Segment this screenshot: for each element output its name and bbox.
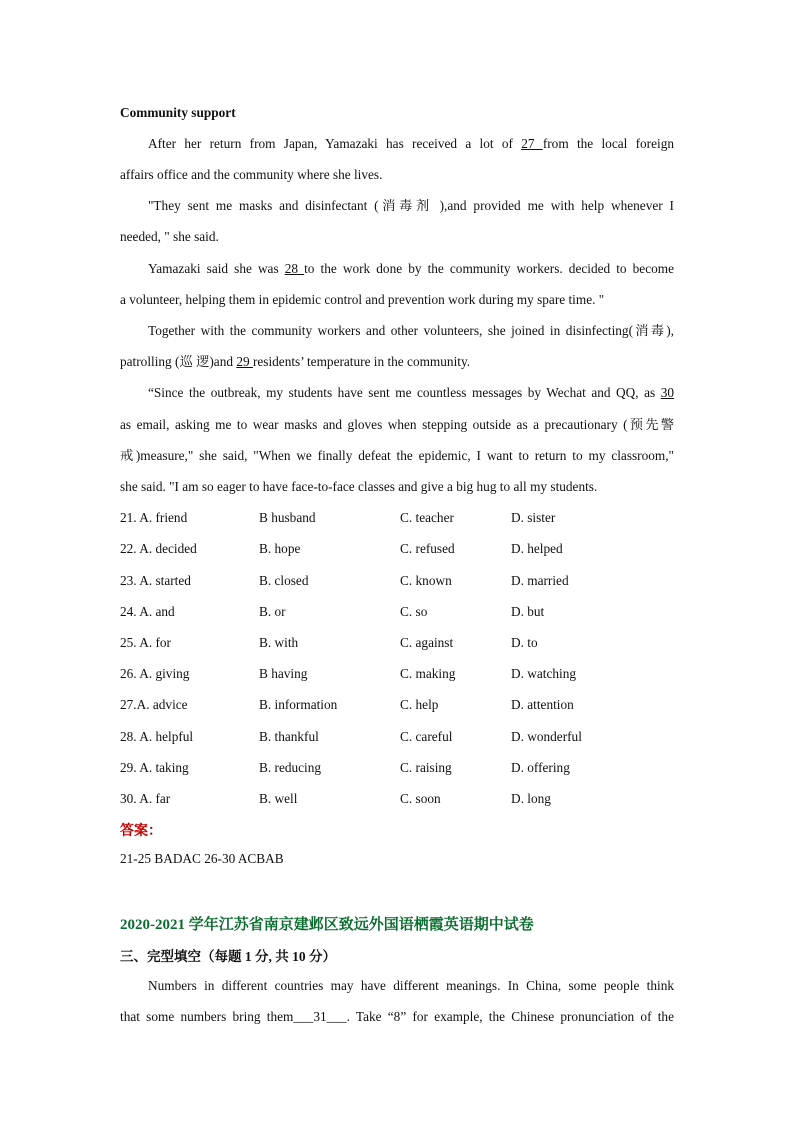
paragraph-line: After her return from Japan, Yamazaki has received a lot of 27 from the local foreign: [148, 136, 674, 151]
passage-heading: Community support: [120, 105, 236, 120]
question-row: [120, 728, 680, 745]
blank-30: 30: [660, 385, 674, 400]
option-a: 23. A. started: [120, 573, 191, 588]
paragraph-line: Together with the community workers and other volunteers, she joined in disinfecting(消毒),: [148, 323, 674, 338]
blank-29: 29: [236, 354, 253, 369]
paragraph-line: a volunteer, helping them in epidemic control and prevention work during my spare time. ": [120, 292, 605, 307]
answer-label: 答案：: [120, 824, 162, 839]
paragraph-line: 戒)measure," she said, "When we finally defeat the epidemic, I want to return to my classroom,": [120, 448, 674, 463]
paragraph-line: Yamazaki said she was 28 to the work done by the community workers. decided to become: [148, 261, 674, 276]
blank-28: 28: [284, 261, 305, 276]
option-d: D. attention: [511, 697, 574, 712]
option-c: C. soon: [400, 791, 441, 806]
option-c: C. teacher: [400, 510, 454, 525]
option-a: 26. A. giving: [120, 666, 190, 681]
question-row: [120, 665, 680, 682]
option-b: B. with: [259, 635, 299, 650]
option-d: D. offering: [511, 760, 570, 775]
option-d: D. married: [511, 573, 569, 588]
paragraph-line: "They sent me masks and disinfectant (消毒剂 ),and provided me with help whenever I: [148, 198, 674, 213]
option-c: C. careful: [400, 729, 453, 744]
section-heading: 三、完型填空（每题 1 分, 共 10 分）: [120, 949, 336, 964]
option-d: D. sister: [511, 510, 556, 525]
paragraph-line: Numbers in different countries may have different meanings. In China, some people think: [148, 978, 674, 993]
option-c: C. raising: [400, 760, 452, 775]
question-row: [120, 540, 680, 557]
option-c: C. known: [400, 573, 452, 588]
option-a: 29. A. taking: [120, 760, 189, 775]
option-d: D. helped: [511, 541, 563, 556]
question-row: [120, 790, 680, 807]
option-b: B. reducing: [259, 760, 322, 775]
option-a: 21. A. friend: [120, 510, 188, 525]
option-c: C. help: [400, 697, 439, 712]
paragraph-line: that some numbers bring them___31___. Take “8” for example, the Chinese pronunciation of the: [120, 1009, 674, 1024]
option-c: C. making: [400, 666, 456, 681]
question-row: [120, 603, 680, 620]
option-b: B. well: [259, 791, 298, 806]
option-c: C. against: [400, 635, 454, 650]
option-b: B having: [259, 666, 308, 681]
option-b: B. hope: [259, 541, 301, 556]
paragraph-line: she said. "I am so eager to have face-to-face classes and give a big hug to all my students.: [120, 479, 598, 494]
option-b: B. thankful: [259, 729, 319, 744]
option-d: D. long: [511, 791, 551, 806]
question-row: [120, 634, 680, 651]
option-d: D. to: [511, 635, 538, 650]
paragraph-line: needed, " she said.: [120, 229, 219, 244]
option-c: C. refused: [400, 541, 455, 556]
option-a: 24. A. and: [120, 604, 175, 619]
option-a: 25. A. for: [120, 635, 171, 650]
section-title: 2020-2021 学年江苏省南京建邺区致远外国语栖霞英语期中试卷: [120, 917, 534, 933]
option-d: D. wonderful: [511, 729, 582, 744]
paragraph-line: “Since the outbreak, my students have sent me countless messages by Wechat and QQ, as 30: [148, 385, 674, 400]
option-c: C. so: [400, 604, 428, 619]
option-b: B. closed: [259, 573, 309, 588]
paragraph-line: as email, asking me to wear masks and gloves when stepping outside as a precautionary (预先警: [120, 417, 674, 432]
paragraph-line: affairs office and the community where she lives.: [120, 167, 383, 182]
question-row: [120, 759, 680, 776]
option-a: 28. A. helpful: [120, 729, 194, 744]
blank-31: ___31___: [293, 1009, 347, 1024]
option-b: B husband: [259, 510, 316, 525]
question-row: [120, 572, 680, 589]
option-d: D. but: [511, 604, 545, 619]
paragraph-line: patrolling (巡 逻)and 29 residents’ temperature in the community.: [120, 354, 471, 369]
option-b: B. information: [259, 697, 338, 712]
question-row: [120, 509, 680, 526]
option-a: 22. A. decided: [120, 541, 197, 556]
option-b: B. or: [259, 604, 286, 619]
option-d: D. watching: [511, 666, 576, 681]
option-a: 27.A. advice: [120, 697, 188, 712]
option-a: 30. A. far: [120, 791, 171, 806]
blank-27: 27: [521, 136, 543, 151]
question-row: [120, 696, 680, 713]
answer-key: 21-25 BADAC 26-30 ACBAB: [120, 851, 284, 866]
